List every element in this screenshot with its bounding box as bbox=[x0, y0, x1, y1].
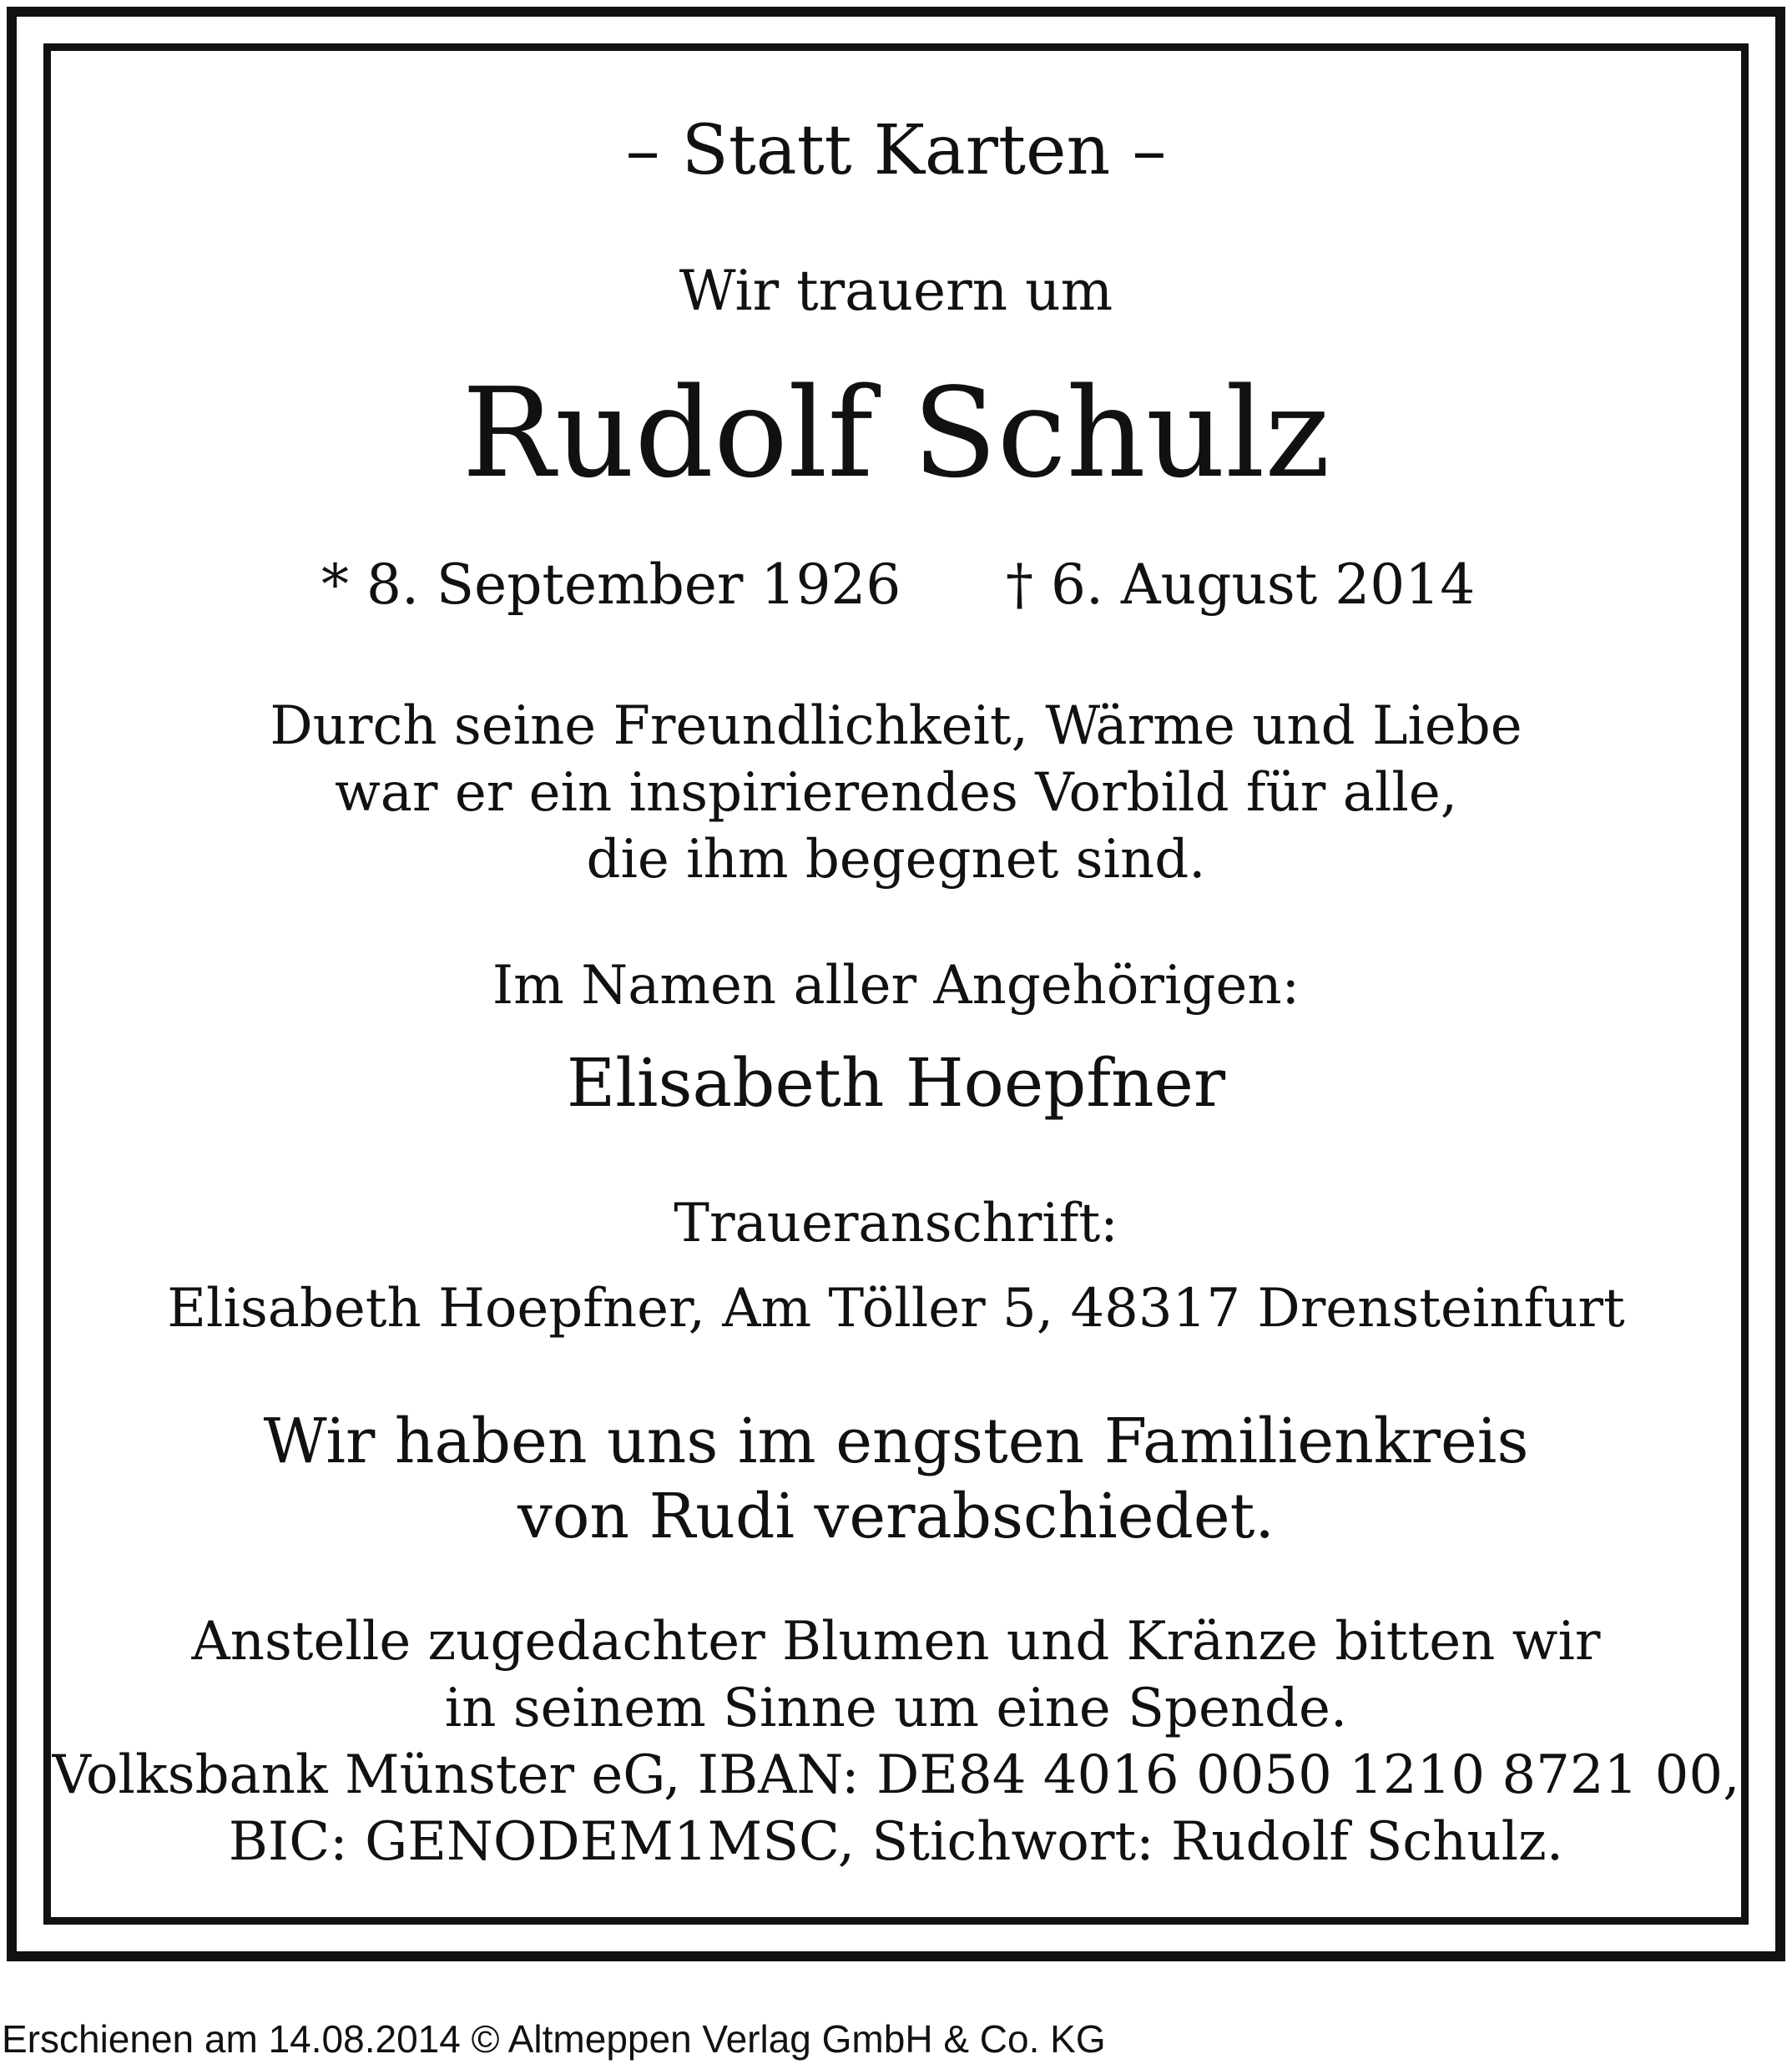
tribute-line: die ihm begegnet sind. bbox=[586, 829, 1206, 891]
death-date: † 6. August 2014 bbox=[1006, 553, 1476, 617]
donation-line: in seinem Sinne um eine Spende. bbox=[444, 1678, 1348, 1739]
intro-line: Wir trauern um bbox=[679, 259, 1113, 323]
relative-name: Elisabeth Hoepfner bbox=[566, 1044, 1226, 1122]
deceased-name: Rudolf Schulz bbox=[462, 361, 1330, 505]
donation-line: Anstelle zugedachter Blumen und Kränze bitten wir bbox=[191, 1611, 1601, 1673]
farewell-line: Wir haben uns im engsten Familienkreis bbox=[263, 1405, 1529, 1477]
mourning-address: Elisabeth Hoepfner, Am Töller 5, 48317 Drensteinfurt bbox=[167, 1278, 1625, 1340]
notice-heading: – Statt Karten – bbox=[625, 111, 1167, 190]
donation-line: Volksbank Münster eG, IBAN: DE84 4016 0050 1210 8721 00, bbox=[52, 1744, 1740, 1806]
donation-line: BIC: GENODEM1MSC, Stichwort: Rudolf Schulz. bbox=[228, 1811, 1564, 1873]
address-label: Traueranschrift: bbox=[674, 1193, 1118, 1254]
tribute-line: war er ein inspirierendes Vorbild für alle, bbox=[334, 762, 1458, 824]
birth-date: * 8. September 1926 bbox=[321, 553, 901, 617]
on-behalf-line: Im Namen aller Angehörigen: bbox=[492, 955, 1300, 1017]
publication-footer: Erschienen am 14.08.2014 © Altmeppen Verlag GmbH & Co. KG bbox=[2, 2017, 1106, 2061]
tribute-line: Durch seine Freundlichkeit, Wärme und Liebe bbox=[270, 695, 1522, 757]
farewell-line: von Rudi verabschiedet. bbox=[517, 1481, 1275, 1552]
